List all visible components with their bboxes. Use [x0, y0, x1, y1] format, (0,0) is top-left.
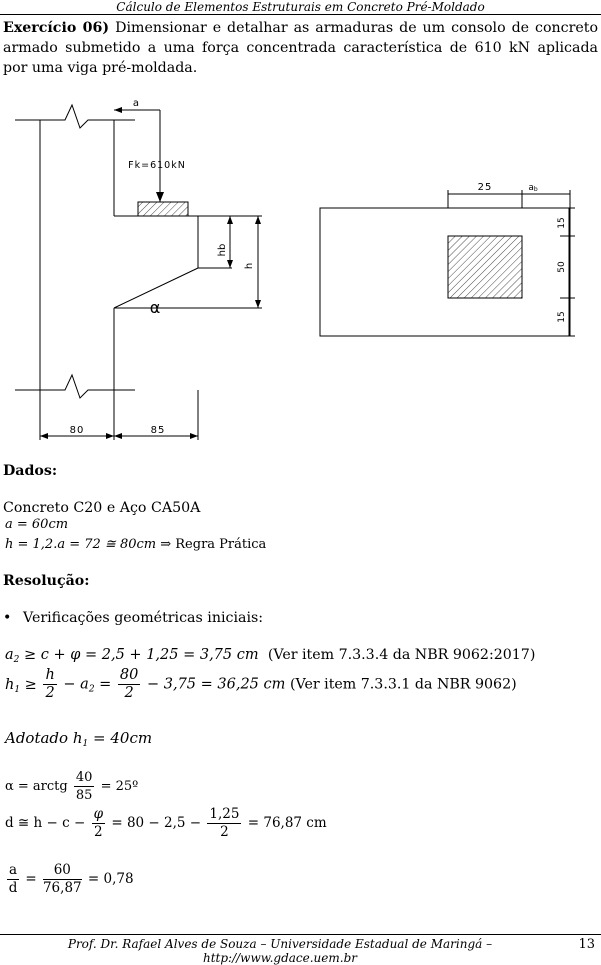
footer-text: Prof. Dr. Rafael Alves de Souza – Universidade Estadual de Maringá – http://www.gdace.uem.br	[67, 937, 493, 965]
label-hb: hb	[217, 243, 228, 257]
exercise-text: Dimensionar e detalhar as armaduras de um consolo de concreto armado submetido a uma força concentrada característica de 610 kN aplicada por uma viga pré-moldada.	[3, 20, 598, 76]
load-arrow	[156, 192, 164, 202]
running-header: Cálculo de Elementos Estruturais em Concreto Pré-Moldado	[116, 0, 485, 14]
label-85: 85	[150, 425, 166, 436]
label-a: a	[132, 98, 140, 109]
eq-a: a = 60cm	[5, 517, 69, 532]
label-alpha: α	[149, 298, 161, 317]
label-force: Fk=610kN	[128, 160, 186, 171]
exercise-label: Exercício 06)	[3, 20, 110, 36]
label-25: 25	[477, 182, 493, 193]
resolucao-heading: Resolução:	[3, 573, 90, 589]
exercise-statement	[3, 18, 598, 78]
corbel-drawing	[0, 90, 601, 440]
materials-text: Concreto C20 e Aço CA50A	[3, 500, 201, 516]
page-number: 13	[578, 937, 595, 952]
label-h: h	[244, 262, 255, 270]
plan-outline	[320, 208, 570, 336]
header-rule	[0, 14, 601, 15]
label-80: 80	[69, 425, 85, 436]
label-ab: ab	[528, 183, 538, 193]
bearing-pad-plan	[448, 236, 522, 298]
bearing-pad-elevation	[138, 202, 188, 216]
label-15-top: 15	[557, 217, 567, 229]
eq-adotado: Adotado $h_1 = 40cm$	[5, 729, 153, 749]
eq-alpha: α = arctg $\frac{40}{85}$ = 25º	[5, 770, 139, 803]
eq-h: h = 1,2.a = 72 ≅ 80cm ⇒ Regra Prática	[5, 537, 267, 552]
footer-rule	[0, 934, 601, 935]
top-break-line	[15, 105, 135, 128]
eq-ad: $\frac{a}{d}$ = $\frac{60}{76,87}$ = 0,78	[8, 862, 134, 896]
bullet-item: • Verificações geométricas iniciais:	[3, 610, 264, 626]
bottom-break-line	[15, 375, 135, 398]
eq-a2: $a_2 \ge c + \varphi = 2,5 + 1,25 = 3,75$ cm (Ver item 7.3.3.4 da NBR 9062:2017)	[5, 647, 536, 665]
label-15-bottom: 15	[557, 311, 567, 323]
label-50: 50	[557, 261, 567, 273]
eq-d: d ≅ h − c − $\frac{\varphi}{2}$ = 80 − 2,5 − $\frac{1,25}{2}$ = 76,87 cm	[5, 806, 327, 840]
eq-h1: $h_1$ ≥ $\frac{h}{2}$ − $a_2$ = $\frac{80}{2}$ − 3,75 = 36,25 cm (Ver item 7.3.3.1 da NBR 9062)	[5, 667, 517, 701]
dados-heading: Dados:	[3, 463, 58, 479]
